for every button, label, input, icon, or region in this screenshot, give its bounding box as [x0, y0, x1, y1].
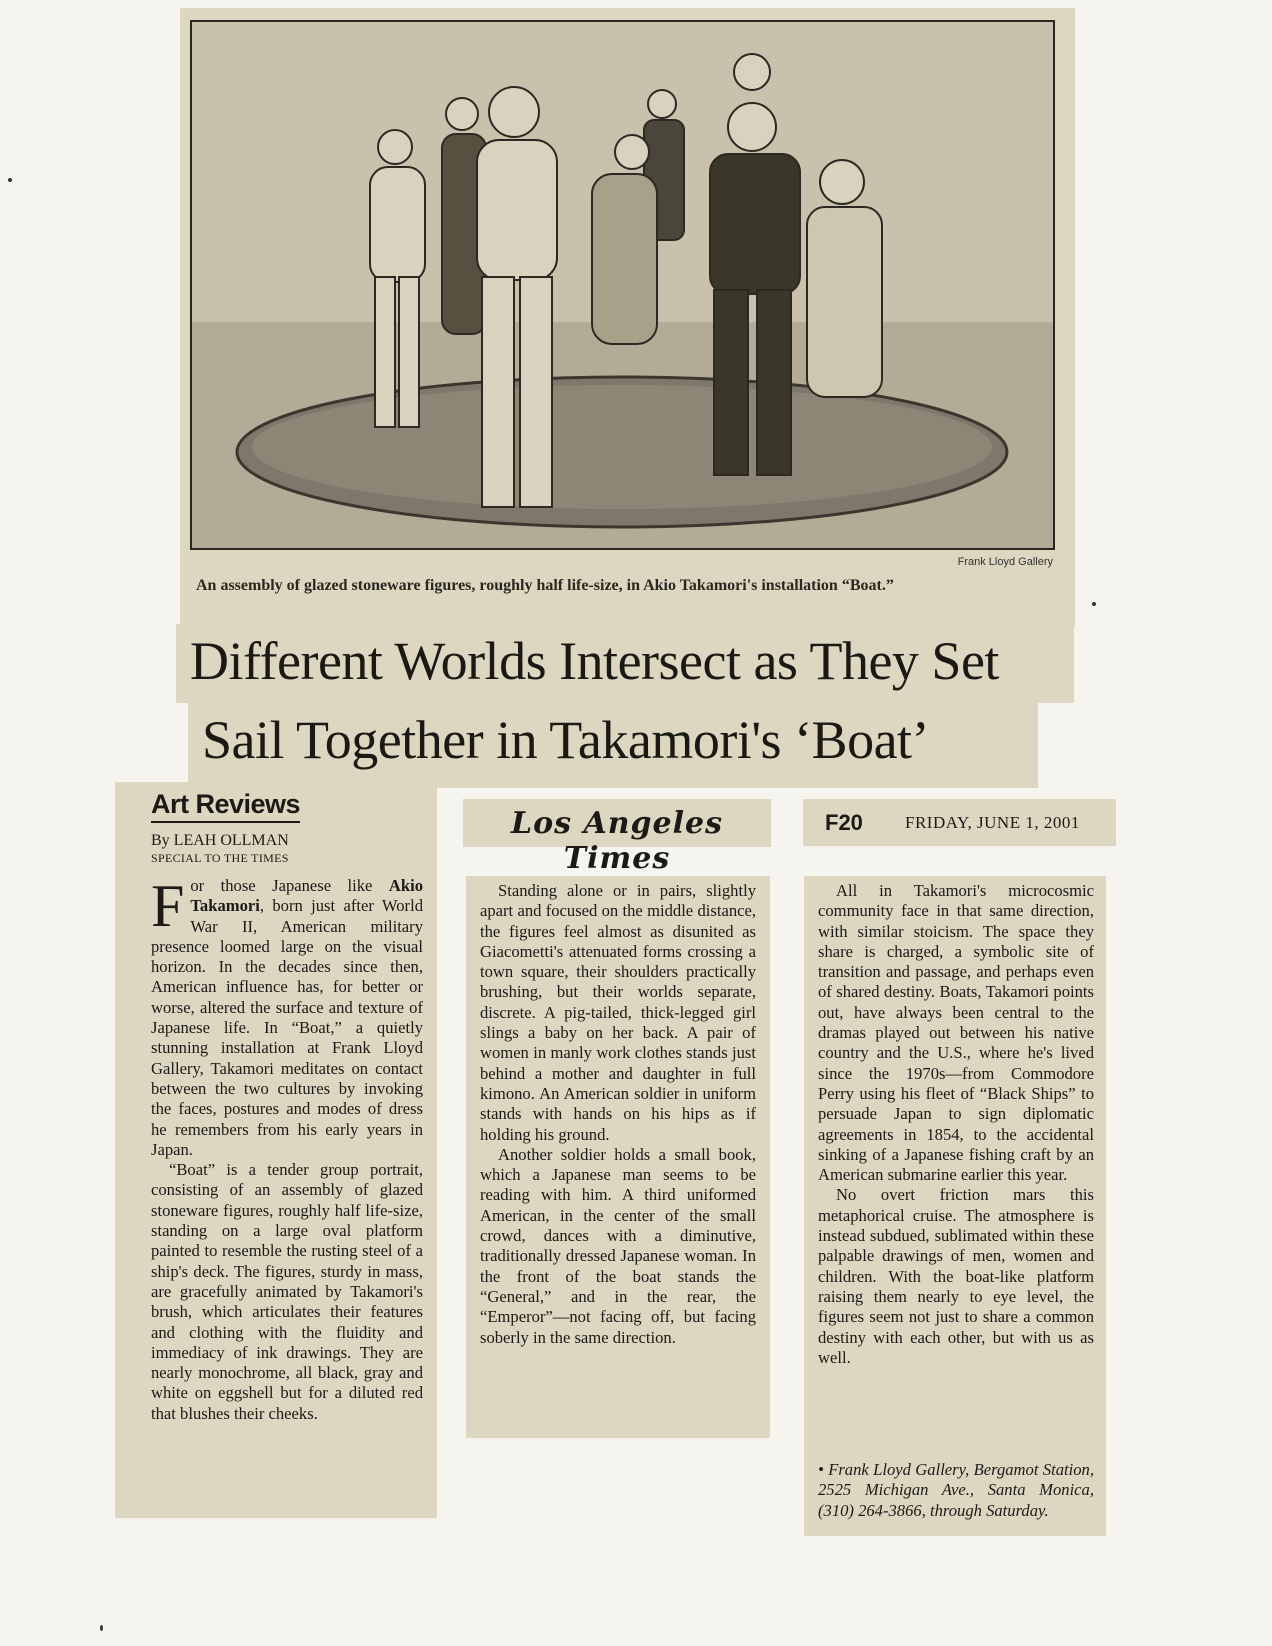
- artist-name: Akio Takamori: [190, 876, 423, 916]
- paragraph-1: [151, 873, 423, 1160]
- photo-clipping: [180, 8, 1075, 626]
- byline-subtitle: SPECIAL TO THE TIMES: [151, 851, 289, 865]
- column-1-clipping: [115, 782, 437, 1518]
- headline-line-1: Different Worlds Intersect as They Set: [190, 631, 999, 691]
- photo-illustration: [192, 22, 1053, 548]
- masthead-clipping: [463, 799, 771, 876]
- paragraph-2: “Boat” is a tender group portrait, consisting of an assembly of glazed stoneware figures, roughly half life-size, standing on a large oval platform painted to resemble the rusting steel of a ship's deck. The figures, sturdy in mass, are gracefully animated by Takamori's brush, which articulates their features and clothing with the fluidity and immediacy of ink drawings. They are nearly monochrome, all black, gray and white on eggshell but for a diluted red that blushes their cheeks.: [151, 1160, 423, 1423]
- headline-clipping-1: [176, 624, 1074, 703]
- paragraph-5: All in Takamori's microcosmic community face in that same direction, with similar stoicism. The space they share is charged, a symbolic site of transition and passage, and perhaps even of shared destiny. Boats, Takamori points out, have always been central to the dramas played out between his native country and the U.S., where he's lived since the 1970s—from Commodore Perry using his fleet of “Black Ships” to persuade Japan to sign diplomatic agreements in 1854, to the accidental sinking of a Japanese fishing craft by an American submarine earlier this year.: [818, 881, 1094, 1185]
- section-label: Art Reviews: [151, 789, 300, 823]
- publication-date: FRIDAY, JUNE 1, 2001: [905, 813, 1080, 832]
- newspaper-masthead: Los Angeles Times: [511, 806, 723, 876]
- scan-speck: [1092, 602, 1096, 606]
- page-number: F20: [825, 810, 863, 835]
- lead-text: or those Japanese like: [190, 876, 389, 895]
- paragraph-1-text: , born just after World War II, American military presence loomed large on the visual horizon. In the decades since then, American influence has, for better or worse, altered the surface and texture of Japanese life. In “Boat,” a quietly stunning installation at Frank Lloyd Gallery, Takamori meditates on contact between the two cultures by invoking the faces, postures and modes of dress he remembers from his early years in Japan.: [151, 896, 423, 1159]
- column-1-text: [151, 873, 423, 1424]
- drop-cap: F: [151, 873, 185, 939]
- column-2-clipping: [466, 876, 770, 1438]
- column-3-text: [818, 881, 1094, 1368]
- scan-speck: [8, 178, 12, 182]
- paragraph-6: No overt friction mars this metaphorical cruise. The atmosphere is instead subdued, sublimated within these palpable drawings of men, women and children. With the boat-like platform raising them nearly to eye level, the figures seem not just to share a common destiny with each other, but with us as well.: [818, 1185, 1094, 1367]
- date-clipping: [803, 799, 1116, 846]
- column-2-text: [480, 881, 756, 1348]
- headline-line-2: Sail Together in Takamori's ‘Boat’: [202, 710, 930, 770]
- gallery-info: • Frank Lloyd Gallery, Bergamot Station, 2525 Michigan Ave., Santa Monica, (310) 264-3866, through Saturday.: [818, 1460, 1094, 1520]
- headline-clipping-2: [188, 703, 1038, 788]
- photo-credit: Frank Lloyd Gallery: [957, 556, 1053, 568]
- scan-speck: [100, 1625, 103, 1631]
- installation-photo: [190, 20, 1055, 550]
- paragraph-4: Another soldier holds a small book, which a Japanese man seems to be reading with him. A third uniformed American, in the center of the small crowd, dances with a diminutive, traditionally dressed Japanese woman. In the front of the boat stands the “General,” and in the rear, the “Emperor”—not facing off, but facing soberly in the same direction.: [480, 1144, 756, 1347]
- column-3-clipping: [804, 876, 1106, 1536]
- byline: By LEAH OLLMAN: [151, 832, 289, 849]
- photo-caption: An assembly of glazed stoneware figures, roughly half life-size, in Akio Takamori's installation “Boat.”: [196, 577, 894, 594]
- paragraph-3: Standing alone or in pairs, slightly apart and focused on the middle distance, the figures feel almost as disunited as Giacometti's attenuated forms crossing a town square, their shoulders practically brushing, but their worlds separate, discrete. A pig-tailed, thick-legged girl slings a baby on her back. A pair of women in manly work clothes stands just behind a mother and daughter in full kimono. An American soldier in uniform stands with hands on his hips as if holding his ground.: [480, 881, 756, 1144]
